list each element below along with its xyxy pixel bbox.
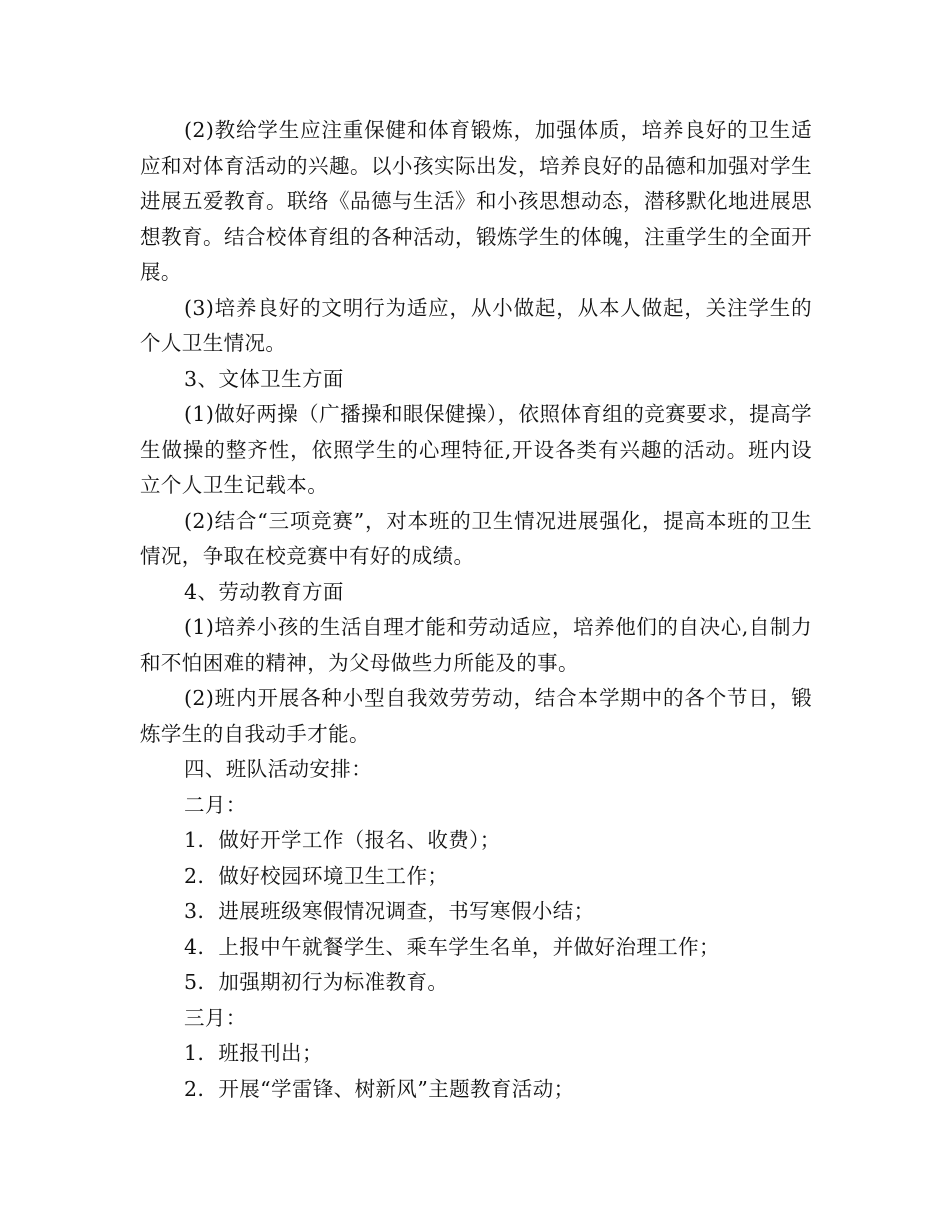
paragraph-three-competitions: (2)结合“三项竞赛”，对本班的卫生情况进展强化，提高本班的卫生情况，争取在校竞赛中有好的成绩。 xyxy=(140,508,812,568)
list-item: 3．进展班级寒假情况调查，书写寒假小结； xyxy=(184,899,595,923)
heading-labor-education: 4、劳动教育方面 xyxy=(184,579,344,604)
heading-march: 三月： xyxy=(184,1005,247,1030)
document-page xyxy=(140,113,812,1107)
heading-february: 二月： xyxy=(184,792,247,817)
paragraph-two-exercises: (1)做好两操（广播操和眼保健操），依照体育组的竞赛要求，提高学生做操的整齐性，依照学生的心理特征,开设各类有兴趣的活动。班内设立个人卫生记载本。 xyxy=(140,402,812,497)
paragraph-civilized-behavior: (3)培养良好的文明行为适应，从小做起，从本人做起，关注学生的个人卫生情况。 xyxy=(140,295,812,355)
paragraph-self-service-labor: (2)班内开展各种小型自我效劳劳动，结合本学期中的各个节日，锻炼学生的自我动手才能。 xyxy=(140,686,812,746)
list-item: 1．做好开学工作（报名、收费）； xyxy=(184,828,501,852)
list-item: 5．加强期初行为标准教育。 xyxy=(184,970,449,994)
heading-class-activities: 四、班队活动安排： xyxy=(184,757,373,781)
list-item: 2．做好校园环境卫生工作； xyxy=(184,863,449,888)
paragraph-health-exercise: (2)教给学生应注重保健和体育锻炼，加强体质，培养良好的卫生适应和对体育活动的兴趣。以小孩实际出发，培养良好的品德和加强对学生进展五爱教育。联络《品德与生活》和小孩思想动态，潜移默化地进展思想教育。结合校体育组的各种活动，锻炼学生的体魄，注重学生的全面开展。 xyxy=(140,118,812,284)
list-item: 4．上报中午就餐学生、乘车学生名单，并做好治理工作； xyxy=(184,934,720,959)
list-item: 1．班报刊出； xyxy=(184,1041,323,1065)
heading-sports-hygiene: 3、文体卫生方面 xyxy=(184,366,344,391)
paragraph-self-care: (1)培养小孩的生活自理才能和劳动适应，培养他们的自决心,自制力和不怕困难的精神，为父母做些力所能及的事。 xyxy=(140,615,812,675)
list-item: 2．开展“学雷锋、树新风”主题教育活动； xyxy=(184,1076,575,1101)
